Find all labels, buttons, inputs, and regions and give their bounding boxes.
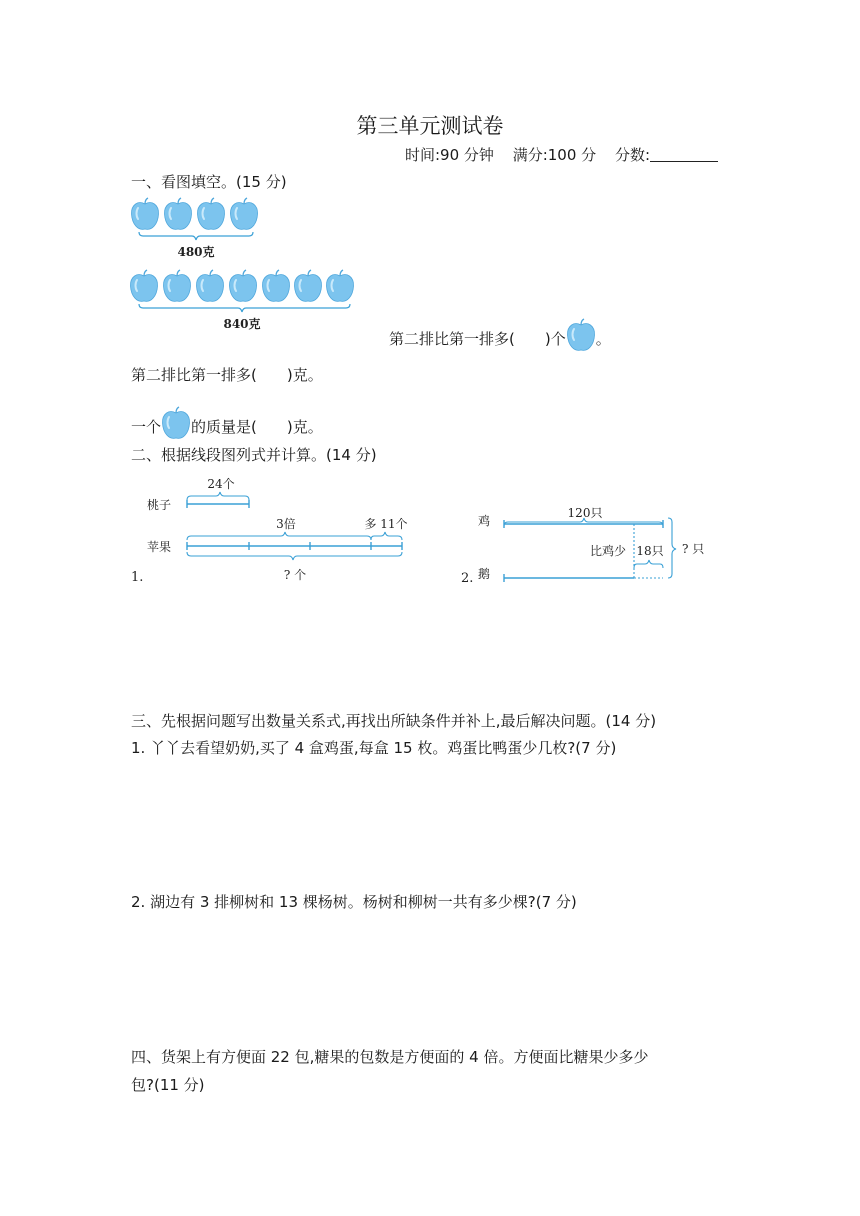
- section4-line1: 四、货架上有方便面 22 包,糖果的包数是方便面的 4 倍。方便面比糖果少多少: [131, 1048, 649, 1066]
- section3-heading: 三、先根据问题写出数量关系式,再找出所缺条件并补上,最后解决问题。(14 分): [131, 712, 657, 730]
- score-label: 分数:: [614, 146, 650, 164]
- section3-q1: 1. 丫丫去看望奶奶,买了 4 盒鸡蛋,每盒 15 枚。鸡蛋比鸭蛋少几枚?(7 分): [131, 739, 617, 757]
- times-brace: [187, 532, 371, 540]
- section4-line2: 包?(11 分): [131, 1076, 205, 1094]
- section1-heading: 一、看图填空。(15 分): [131, 173, 287, 191]
- row1-apples: [131, 198, 257, 229]
- apple-icon: [196, 270, 223, 301]
- section2-heading: 二、根据线段图列式并计算。(14 分): [131, 446, 377, 464]
- exam-meta: [405, 144, 732, 165]
- apple-icon: [566, 318, 596, 352]
- more-label: 多 11个: [364, 517, 408, 531]
- section3-q2: 2. 湖边有 3 排柳树和 13 棵杨树。杨树和柳树一共有多少棵?(7 分): [131, 893, 577, 911]
- apple-icon: [262, 270, 289, 301]
- apple-label: 苹果: [147, 540, 172, 554]
- apple-icon: [230, 198, 257, 229]
- total-question-2: ? 只: [682, 542, 705, 556]
- row1-weight: 480克: [177, 245, 215, 259]
- problem-number-1: 1.: [131, 570, 144, 585]
- row2-weight: 840克: [223, 317, 261, 331]
- apple-icon: [130, 270, 157, 301]
- more-brace: [371, 532, 402, 540]
- chicken-count: 120只: [567, 506, 603, 520]
- apple-figure: [125, 195, 365, 335]
- page-title: 第三单元测试卷: [356, 114, 504, 138]
- goose-label: 鹅: [478, 567, 491, 581]
- times-label: 3倍: [276, 517, 296, 531]
- problem-number-2: 2.: [461, 571, 474, 586]
- total-brace: [187, 552, 402, 560]
- apple-icon: [229, 270, 256, 301]
- full-score: 满分:100 分: [512, 146, 597, 164]
- q-more-grams: 第二排比第一排多( )克。: [131, 366, 323, 384]
- chicken-label: 鸡: [478, 514, 491, 528]
- less-count: 18只: [636, 544, 664, 558]
- score-blank[interactable]: [650, 147, 718, 162]
- q-one-apple: 一个 的质量是( )克。: [131, 406, 323, 440]
- row2-brace: [139, 304, 350, 312]
- apple-icon: [326, 270, 353, 301]
- q-more-apples: 第二排比第一排多( )个 。: [389, 318, 611, 352]
- row2-apples: [130, 270, 353, 301]
- apple-icon: [164, 198, 191, 229]
- apple-icon: [294, 270, 321, 301]
- segment-diagram-1: [128, 472, 428, 590]
- apple-icon: [197, 198, 224, 229]
- apple-icon: [163, 270, 190, 301]
- peach-brace: [187, 492, 249, 500]
- row1-brace: [139, 232, 253, 240]
- less-label: 比鸡少: [590, 544, 627, 558]
- peach-count: 24个: [207, 477, 235, 491]
- total-brace-vertical: [668, 518, 676, 578]
- less-brace: [634, 560, 663, 568]
- peach-label: 桃子: [147, 498, 172, 512]
- segment-diagram-2: [458, 506, 728, 592]
- apple-icon: [161, 406, 191, 440]
- chicken-brace: [504, 518, 663, 526]
- total-question: ? 个: [283, 568, 307, 582]
- time-limit: 时间:90 分钟: [405, 146, 494, 164]
- apple-icon: [131, 198, 158, 229]
